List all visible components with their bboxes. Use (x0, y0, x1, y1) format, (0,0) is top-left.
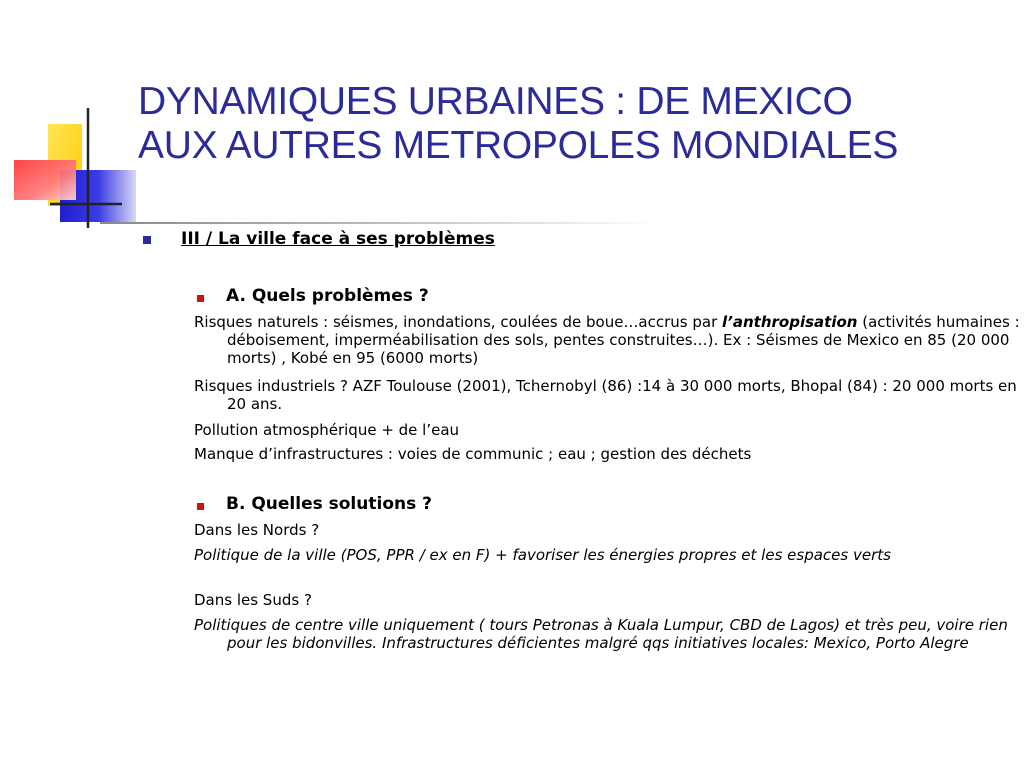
solutions-north-policy: Politique de la ville (POS, PPR / ex en F) + favoriser les énergies propres et les espaces verts (194, 546, 891, 564)
slide-title-line2: AUX AUTRES METROPOLES MONDIALES (138, 124, 899, 167)
anthropisation-term: l’anthropisation (722, 313, 858, 331)
problems-industrial-risks: Risques industriels ? AZF Toulouse (2001), Tchernobyl (86) :14 à 30 000 morts, Bhopal (84) : 20 000 morts en 20 ans. (194, 377, 1017, 413)
problems-heading: A. Quels problèmes ? (226, 286, 429, 306)
problems-pollution: Pollution atmosphérique + de l’eau (194, 421, 460, 439)
solutions-south-question: Dans les Suds ? (194, 591, 312, 609)
natural-risks-text: Risques naturels : séismes, inondations, coulées de boue…accrus par (194, 313, 723, 331)
solutions-south-policy: Politiques de centre ville uniquement ( tours Petronas à Kuala Lumpur, CBD de Lagos) et très peu, voire rien pour les bidonvilles. Infrastructures déficientes malgré qqs initiatives locales: Mexico, Porto Alegre (194, 616, 1008, 652)
natural-risks-details: (activités humaines : déboisement, imperméabilisation des sols, pentes construites…). Ex : Séismes de Mexico en 85 (20 000 morts) , Kobé en 95 (6000 morts) (227, 313, 1020, 367)
problems-infrastructure: Manque d’infrastructures : voies de communic ; eau ; gestion des déchets (194, 445, 752, 463)
red-square-bullet-icon (197, 295, 204, 302)
slide-title-line1: DYNAMIQUES URBAINES : DE MEXICO (138, 80, 853, 123)
red-square-bullet-icon (197, 503, 204, 510)
problems-natural-risks (194, 313, 1024, 367)
solutions-heading: B. Quelles solutions ? (226, 494, 433, 514)
section-heading: III / La ville face à ses problèmes (181, 229, 495, 249)
blue-square-bullet-icon (143, 236, 151, 244)
solutions-north-question: Dans les Nords ? (194, 521, 320, 539)
